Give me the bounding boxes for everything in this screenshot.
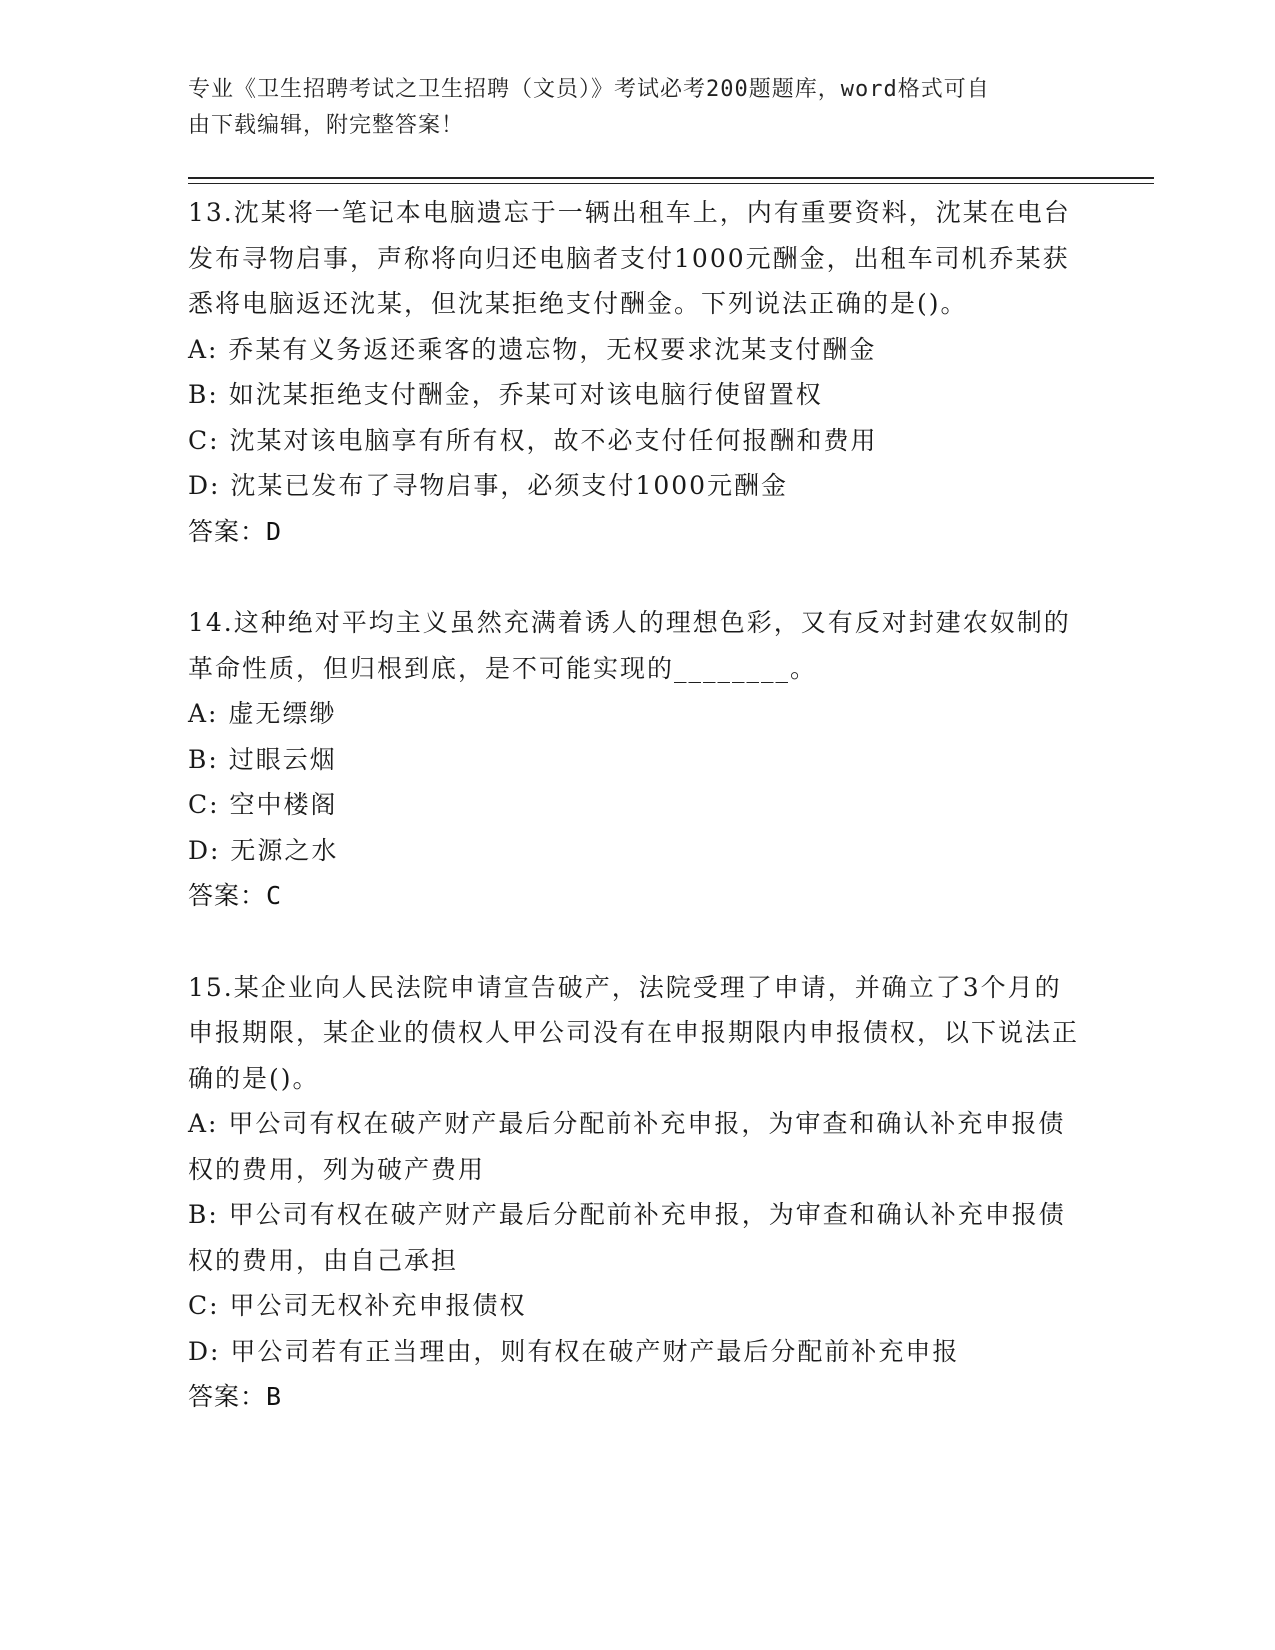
question-14: [188, 600, 1088, 919]
question-15: [188, 965, 1088, 1420]
header-divider-thick: [188, 177, 1154, 179]
option-c: C: 空中楼阁: [188, 790, 338, 819]
option-a: A: 甲公司有权在破产财产最后分配前补充申报，为审查和确认补充申报债权的费用，列为破产费用: [188, 1109, 1066, 1184]
header-line-1: 专业《卫生招聘考试之卫生招聘（文员）》考试必考200题题库，word格式可自: [188, 77, 990, 102]
question-stem: 14.这种绝对平均主义虽然充满着诱人的理想色彩，又有反对封建农奴制的革命性质，但归根到底，是不可能实现的________。: [188, 608, 1071, 683]
question-list: [188, 190, 1088, 1466]
document-header: [188, 72, 1068, 144]
question-stem: 13.沈某将一笔记本电脑遗忘于一辆出租车上，内有重要资料，沈某在电台发布寻物启事，声称将向归还电脑者支付1000元酬金，出租车司机乔某获悉将电脑返还沈某，但沈某拒绝支付酬金。下列说法正确的是()。: [188, 198, 1071, 318]
answer-line: 答案：B: [188, 1382, 283, 1411]
question-stem: 15.某企业向人民法院申请宣告破产，法院受理了申请，并确立了3个月的申报期限，某企业的债权人甲公司没有在申报期限内申报债权，以下说法正确的是()。: [188, 972, 1080, 1093]
option-b: B: 过眼云烟: [188, 744, 337, 774]
answer-line: 答案：D: [188, 516, 283, 546]
option-d: D: 无源之水: [188, 835, 339, 865]
option-b: B: 如沈某拒绝支付酬金，乔某可对该电脑行使留置权: [188, 380, 823, 409]
option-a: A: 乔某有义务返还乘客的遗忘物，无权要求沈某支付酬金: [188, 334, 877, 364]
header-divider-thin: [188, 183, 1154, 184]
option-c: C: 甲公司无权补充申报债权: [188, 1291, 527, 1320]
option-c: C: 沈某对该电脑享有所有权，故不必支付任何报酬和费用: [188, 425, 878, 455]
option-b: B: 甲公司有权在破产财产最后分配前补充申报，为审查和确认补充申报债权的费用，由自己承担: [188, 1200, 1066, 1275]
option-d: D: 甲公司若有正当理由，则有权在破产财产最后分配前补充申报: [188, 1336, 960, 1366]
answer-line: 答案：C: [188, 881, 283, 910]
option-d: D: 沈某已发布了寻物启事，必须支付1000元酬金: [188, 471, 789, 500]
question-13: [188, 190, 1088, 554]
header-line-2: 由下载编辑，附完整答案！: [188, 113, 465, 138]
option-a: A: 虚无缥缈: [188, 699, 337, 728]
